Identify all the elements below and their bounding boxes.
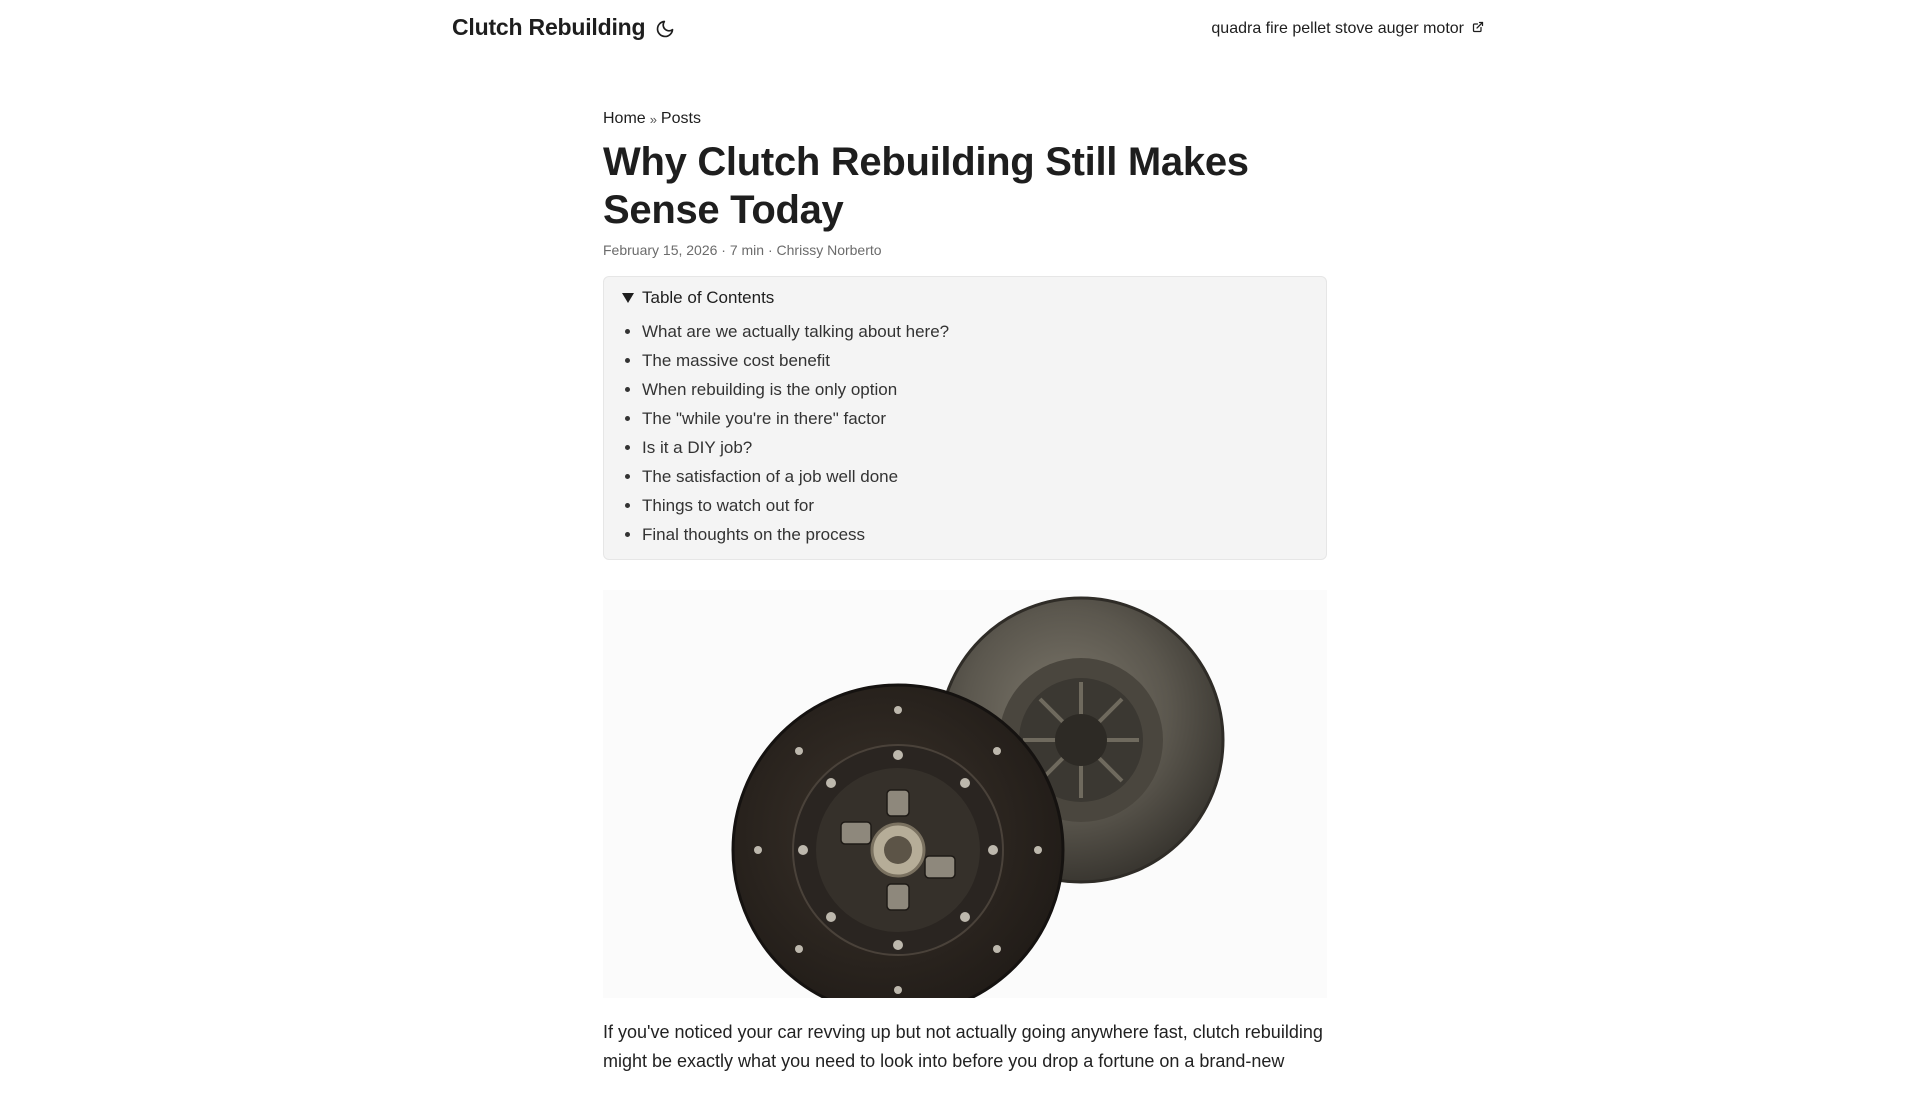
toc-link[interactable]: Is it a DIY job? [642,438,753,457]
table-of-contents [603,276,1327,560]
toc-link[interactable]: Final thoughts on the process [642,525,866,544]
toc-toggle[interactable] [622,287,1308,309]
external-link-icon [1472,20,1484,38]
toc-summary-label: Table of Contents [642,288,775,307]
toc-item [642,375,1308,404]
breadcrumb-home[interactable]: Home [603,110,646,127]
disclosure-triangle-icon [622,293,634,303]
breadcrumb [603,108,1327,130]
toc-link[interactable]: When rebuilding is the only option [642,380,898,399]
toc-item [642,462,1308,491]
toc-item [642,317,1308,346]
clutch-kit-image [603,590,1327,998]
site-logo[interactable]: Clutch Rebuilding [452,14,646,40]
post-meta: February 15, 2026 · 7 min · Chrissy Norberto [603,242,882,258]
external-menu-link[interactable] [1211,20,1484,38]
moon-icon[interactable] [655,19,675,39]
site-header [452,0,1484,60]
post-title: Why Clutch Rebuilding Still Makes Sense Today [603,140,1249,232]
toc-item [642,404,1308,433]
breadcrumb-separator: » [649,111,657,127]
toc-link[interactable]: The "while you're in there" factor [642,409,886,428]
toc-link[interactable]: The satisfaction of a job well done [642,467,899,486]
post-intro: If you've noticed your car revving up but not actually going anywhere fast, clutch rebuilding might be exactly what you need to look into before you drop a fortune on a brand-new [603,1022,1323,1071]
toc-list [622,317,1308,549]
breadcrumb-posts[interactable]: Posts [660,110,701,127]
toc-item [642,520,1308,549]
post-main [603,108,1327,1094]
toc-link[interactable]: Things to watch out for [642,496,814,515]
toc-link[interactable]: What are we actually talking about here? [642,322,950,341]
toc-item [642,491,1308,520]
external-link-label: quadra fire pellet stove auger motor [1211,20,1464,37]
toc-link[interactable]: The massive cost benefit [642,351,831,370]
toc-item [642,346,1308,375]
toc-item [642,433,1308,462]
